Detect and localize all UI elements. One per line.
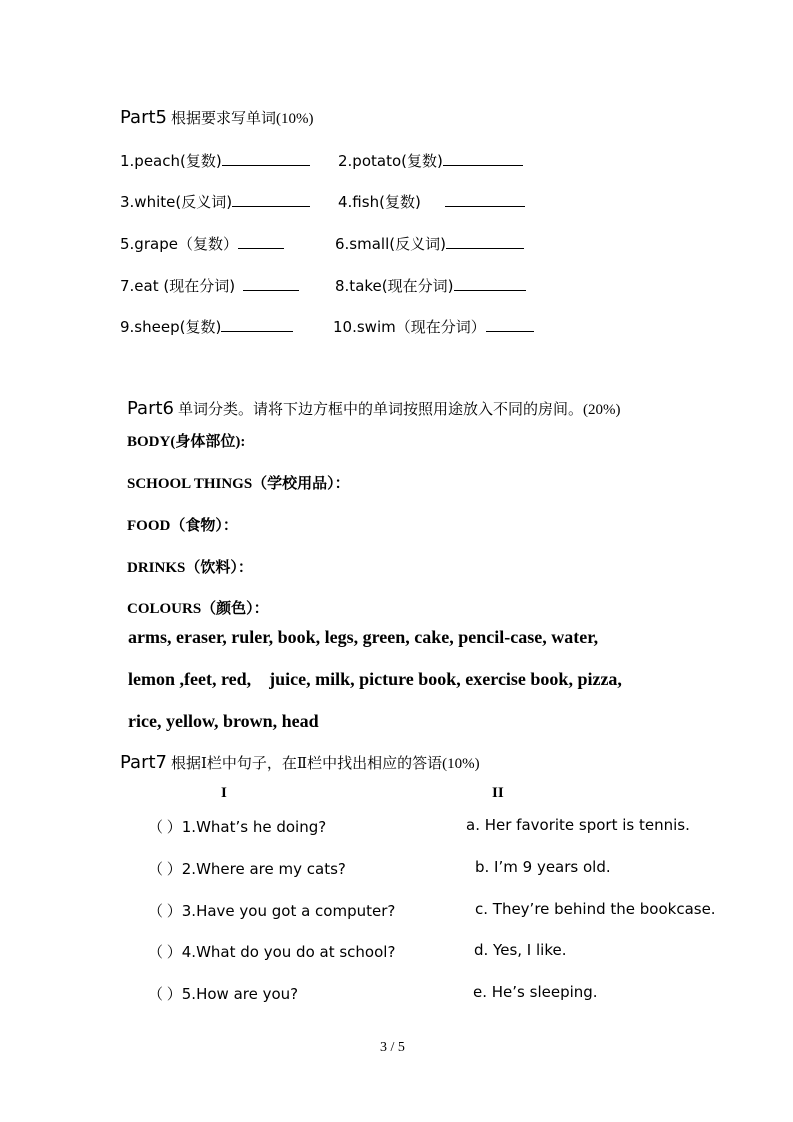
- answer-parentheses[interactable]: （ ）: [148, 862, 182, 878]
- item-word: 9.sheep(: [120, 318, 186, 336]
- category-colours: COLOURS（颜色）：: [127, 601, 269, 617]
- category-food: FOOD（食物）：: [127, 518, 238, 534]
- question-5: [148, 983, 298, 1004]
- part6-heading: [127, 398, 621, 419]
- part5-item-5: [120, 233, 284, 254]
- item-word: 10.swim: [333, 318, 396, 336]
- word-bank-line-2: lemon ,feet, red, juice, milk, picture book, exercise book, pizza,: [128, 669, 622, 689]
- word-bank-line-3: rice, yellow, brown, head: [128, 711, 319, 731]
- answer-b: b. I’m 9 years old.: [475, 858, 611, 876]
- item-close: ): [215, 318, 222, 336]
- item-hint: （现在分词）: [395, 320, 486, 336]
- item-hint: 反义词: [181, 195, 227, 211]
- question-4: [148, 941, 395, 962]
- part5-heading: [120, 107, 314, 128]
- answer-parentheses[interactable]: （ ）: [148, 820, 182, 836]
- answer-parentheses[interactable]: （ ）: [148, 945, 182, 961]
- answer-e: e. He’s sleeping.: [473, 983, 598, 1001]
- question-text: 4.What do you do at school?: [181, 943, 396, 961]
- answer-parentheses[interactable]: （ ）: [148, 904, 182, 920]
- question-3: [148, 900, 395, 921]
- question-text: 5.How are you?: [181, 985, 299, 1003]
- answer-blank[interactable]: [243, 276, 299, 291]
- item-hint: 复数: [384, 195, 415, 211]
- item-word: 6.small(: [335, 235, 396, 253]
- item-word: 3.white(: [120, 193, 182, 211]
- answer-a: a. Her favorite sport is tennis.: [466, 816, 690, 834]
- item-word: 5.grape: [120, 235, 178, 253]
- part5-title: Part5: [120, 107, 167, 128]
- item-hint: 反义词: [395, 237, 441, 253]
- item-word: 4.fish(: [338, 193, 385, 211]
- part5-item-3: [120, 191, 310, 212]
- item-close: ): [229, 277, 236, 295]
- answer-blank[interactable]: [445, 192, 525, 207]
- question-text: 2.Where are my cats?: [181, 860, 346, 878]
- item-close: ): [226, 193, 233, 211]
- item-hint: 现在分词: [387, 279, 448, 295]
- category-drinks: DRINKS（饮料）：: [127, 560, 253, 576]
- item-close: ): [437, 152, 443, 170]
- word-bank-line-1: arms, eraser, ruler, book, legs, green, cake, pencil-case, water,: [128, 627, 599, 647]
- item-close: ): [215, 152, 222, 170]
- answer-blank[interactable]: [443, 151, 523, 166]
- item-close: ): [414, 193, 421, 211]
- answer-blank[interactable]: [454, 276, 526, 291]
- part5-item-4: [338, 191, 525, 212]
- item-hint: 复数: [185, 320, 216, 336]
- question-text: 3.Have you got a computer?: [181, 902, 396, 920]
- item-word: 7.eat (: [120, 277, 170, 295]
- part5-item-2: [338, 150, 523, 171]
- answer-blank[interactable]: [221, 317, 293, 332]
- item-hint: 现在分词: [169, 279, 230, 295]
- column-2-header: II: [492, 785, 504, 801]
- item-word: 2.potato(: [338, 152, 407, 170]
- part5-item-1: [120, 150, 310, 171]
- category-body: BODY(身体部位):: [127, 434, 246, 450]
- column-1-header: I: [221, 785, 227, 801]
- answer-blank[interactable]: [238, 234, 284, 249]
- part5-item-6: [335, 233, 524, 254]
- part7-instruction: 根据Ⅰ栏中句子，在Ⅱ栏中找出相应的答语(10%): [171, 756, 480, 772]
- part7-heading: [120, 752, 480, 773]
- part6-title: Part6: [127, 398, 174, 419]
- item-word: 8.take(: [335, 277, 388, 295]
- question-2: [148, 858, 346, 879]
- question-text: 1.What’s he doing?: [181, 818, 327, 836]
- part5-item-9: [120, 316, 293, 337]
- page-number: 3 / 5: [380, 1040, 405, 1055]
- answer-d: d. Yes, I like.: [474, 941, 567, 959]
- part7-title: Part7: [120, 752, 167, 773]
- category-school-things: SCHOOL THINGS（学校用品）：: [127, 476, 350, 492]
- item-hint: 复数: [185, 154, 216, 170]
- part5-item-8: [335, 275, 526, 296]
- answer-blank[interactable]: [232, 192, 310, 207]
- question-1: [148, 816, 326, 837]
- item-hint: 复数: [407, 154, 438, 170]
- answer-c: c. They’re behind the bookcase.: [475, 900, 716, 918]
- answer-blank[interactable]: [446, 234, 524, 249]
- item-hint: （复数）: [177, 237, 238, 253]
- answer-parentheses[interactable]: （ ）: [148, 987, 182, 1003]
- item-close: ): [447, 277, 454, 295]
- part5-item-10: [333, 316, 534, 337]
- answer-blank[interactable]: [486, 317, 534, 332]
- part5-instruction: 根据要求写单词(10%): [171, 111, 314, 127]
- item-close: ): [440, 235, 446, 253]
- answer-blank[interactable]: [222, 151, 310, 166]
- part5-item-7: [120, 275, 299, 296]
- part6-instruction: 单词分类。请将下边方框中的单词按照用途放入不同的房间。(20%): [178, 402, 621, 418]
- item-word: 1.peach(: [120, 152, 186, 170]
